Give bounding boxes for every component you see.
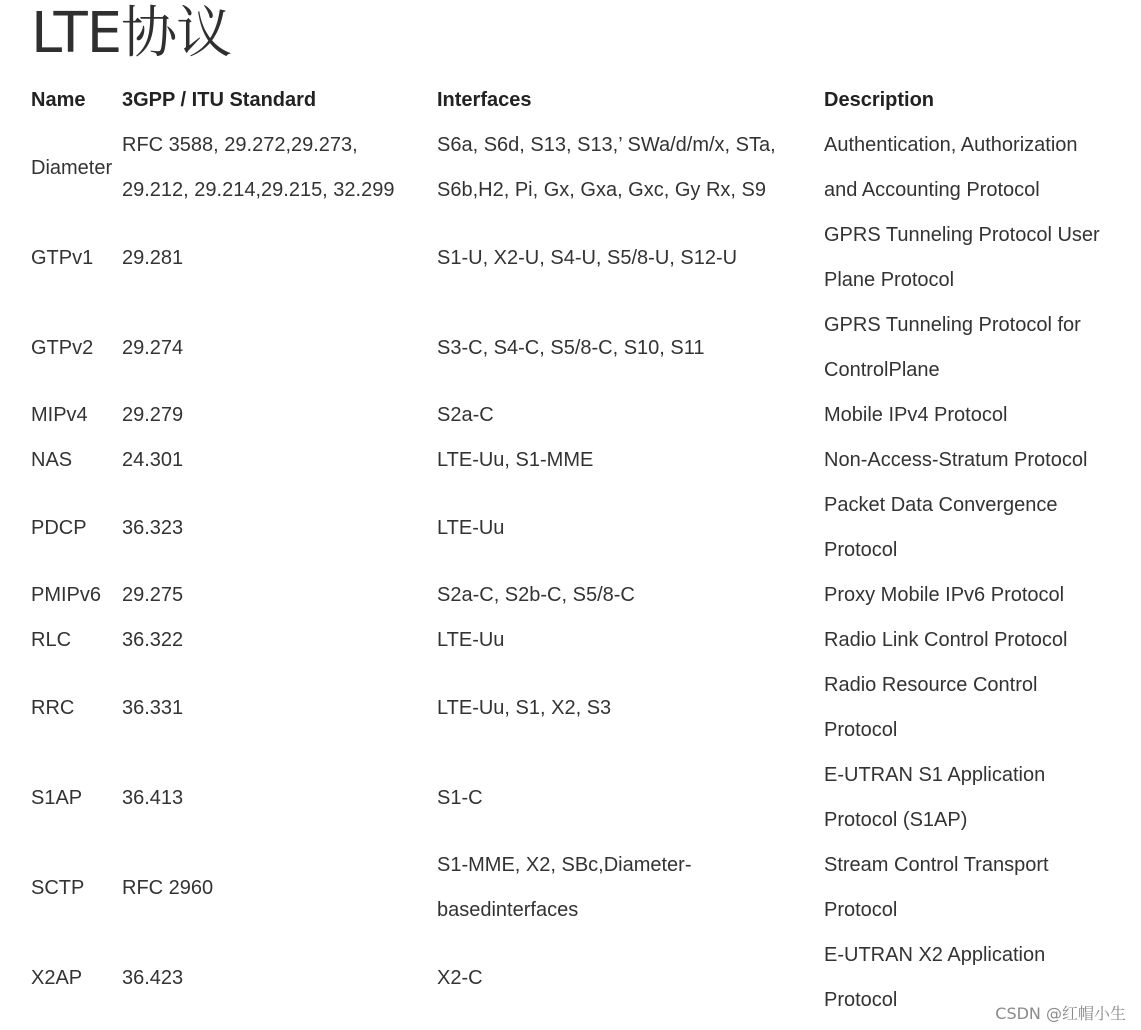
standard-cell <box>122 933 437 1023</box>
interfaces-cell <box>437 393 824 438</box>
standard-cell-line: 36.322 <box>122 629 184 651</box>
standard-cell <box>122 213 437 303</box>
standard-cell-line: RFC 2960 <box>122 876 214 899</box>
description-cell-line: and Accounting Protocol <box>824 179 1040 201</box>
interfaces-cell <box>437 213 824 303</box>
interfaces-cell-line: S1-C <box>437 786 483 809</box>
description-cell-line: Protocol <box>824 539 898 561</box>
table-row <box>31 393 1131 438</box>
table-row <box>31 123 1131 213</box>
header-interfaces: Interfaces <box>437 89 532 111</box>
name-cell: GTPv2 <box>31 336 94 359</box>
description-cell-line: Stream Control Transport <box>824 854 1049 876</box>
description-cell <box>824 303 1131 393</box>
description-cell-line: Packet Data Convergence <box>824 494 1058 516</box>
table-row <box>31 843 1131 933</box>
table-row <box>31 663 1131 753</box>
description-cell <box>824 393 1131 438</box>
description-cell-line: ControlPlane <box>824 359 940 381</box>
description-cell <box>824 618 1131 663</box>
standard-cell-line: 36.323 <box>122 516 184 539</box>
standard-cell-line: RFC 3588, 29.272,29.273, <box>122 134 358 156</box>
header-name: Name <box>31 89 86 111</box>
name-cell: NAS <box>31 449 73 471</box>
description-cell-line: E-UTRAN S1 Application <box>824 764 1046 786</box>
description-cell-line: Non-Access-Stratum Protocol <box>824 449 1088 471</box>
table-row <box>31 933 1131 1023</box>
interfaces-cell <box>437 618 824 663</box>
standard-cell-line: 29.275 <box>122 584 184 606</box>
standard-cell-line: 36.331 <box>122 696 184 719</box>
name-cell: S1AP <box>31 786 83 809</box>
standard-cell-line: 29.281 <box>122 246 184 269</box>
table-row <box>31 303 1131 393</box>
description-cell-line: E-UTRAN X2 Application <box>824 944 1046 966</box>
name-cell: Diameter <box>31 156 113 179</box>
standard-cell <box>122 303 437 393</box>
standard-cell <box>122 843 437 933</box>
interfaces-cell-line: LTE-Uu, S1-MME <box>437 449 594 471</box>
interfaces-cell <box>437 933 824 1023</box>
interfaces-cell <box>437 303 824 393</box>
description-cell-line: Radio Resource Control <box>824 674 1038 696</box>
name-cell: RRC <box>31 696 75 719</box>
interfaces-cell <box>437 123 824 213</box>
interfaces-cell-line: S2a-C <box>437 404 494 426</box>
table-row <box>31 753 1131 843</box>
description-cell-line: Authentication, Authorization <box>824 134 1078 156</box>
description-cell-line: GPRS Tunneling Protocol for <box>824 314 1081 336</box>
description-cell <box>824 438 1131 483</box>
interfaces-cell <box>437 438 824 483</box>
name-cell: MIPv4 <box>31 404 88 426</box>
table-row <box>31 618 1131 663</box>
standard-cell <box>122 753 437 843</box>
interfaces-cell-line: S6b,H2, Pi, Gx, Gxa, Gxc, Gy Rx, S9 <box>437 179 766 201</box>
interfaces-cell-line: S1-U, X2-U, S4-U, S5/8-U, S12-U <box>437 246 738 269</box>
name-cell: PMIPv6 <box>31 584 102 606</box>
standard-cell <box>122 123 437 213</box>
description-cell-line: Protocol <box>824 899 898 921</box>
table-row <box>31 213 1131 303</box>
interfaces-cell-line: X2-C <box>437 966 483 989</box>
description-cell <box>824 573 1131 618</box>
interfaces-cell-line: S1-MME, X2, SBc,Diameter- <box>437 854 692 876</box>
interfaces-cell <box>437 663 824 753</box>
standard-cell <box>122 573 437 618</box>
interfaces-cell-line: LTE-Uu <box>437 516 505 539</box>
standard-cell-line: 24.301 <box>122 449 184 471</box>
interfaces-cell-line: S3-C, S4-C, S5/8-C, S10, S11 <box>437 336 705 359</box>
standard-cell <box>122 663 437 753</box>
standard-cell-line: 29.212, 29.214,29.215, 32.299 <box>122 179 395 201</box>
header-description: Description <box>824 89 935 111</box>
table-row <box>31 573 1131 618</box>
description-cell-line: Proxy Mobile IPv6 Protocol <box>824 584 1065 606</box>
description-cell-line: Protocol <box>824 719 898 741</box>
standard-cell-line: 29.279 <box>122 404 184 426</box>
name-cell: X2AP <box>31 966 83 989</box>
interfaces-cell <box>437 573 824 618</box>
interfaces-cell <box>437 843 824 933</box>
description-cell <box>824 483 1131 573</box>
interfaces-cell-line: basedinterfaces <box>437 899 579 921</box>
interfaces-cell <box>437 483 824 573</box>
description-cell-line: Plane Protocol <box>824 269 955 291</box>
standard-cell <box>122 483 437 573</box>
description-cell <box>824 663 1131 753</box>
description-cell <box>824 753 1131 843</box>
standard-cell-line: 29.274 <box>122 336 184 359</box>
description-cell-line: Protocol (S1AP) <box>824 809 968 831</box>
name-cell: RLC <box>31 629 72 651</box>
table-row <box>31 438 1131 483</box>
description-cell-line: GPRS Tunneling Protocol User <box>824 224 1100 246</box>
standard-cell <box>122 438 437 483</box>
standard-cell <box>122 393 437 438</box>
watermark: CSDN @红帽小生 <box>995 1004 1126 1023</box>
protocol-table <box>31 78 1131 1023</box>
table-row <box>31 483 1131 573</box>
description-cell-line: Radio Link Control Protocol <box>824 629 1068 651</box>
name-cell: GTPv1 <box>31 246 94 269</box>
interfaces-cell-line: S6a, S6d, S13, S13,’ SWa/d/m/x, STa, <box>437 134 776 156</box>
interfaces-cell-line: LTE-Uu, S1, X2, S3 <box>437 696 612 719</box>
description-cell-line: Protocol <box>824 989 898 1011</box>
interfaces-cell <box>437 753 824 843</box>
interfaces-cell-line: LTE-Uu <box>437 629 505 651</box>
page-title: LTE协议 <box>31 1 232 66</box>
interfaces-cell-line: S2a-C, S2b-C, S5/8-C <box>437 584 635 606</box>
standard-cell-line: 36.423 <box>122 966 184 989</box>
description-cell <box>824 843 1131 933</box>
description-cell <box>824 123 1131 213</box>
description-cell-line: Mobile IPv4 Protocol <box>824 404 1008 426</box>
description-cell <box>824 213 1131 303</box>
standard-cell-line: 36.413 <box>122 786 184 809</box>
standard-cell <box>122 618 437 663</box>
name-cell: PDCP <box>31 516 87 539</box>
header-standard: 3GPP / ITU Standard <box>122 89 317 111</box>
name-cell: SCTP <box>31 876 85 899</box>
table-header-row <box>31 78 1131 123</box>
table-body <box>31 123 1131 1023</box>
